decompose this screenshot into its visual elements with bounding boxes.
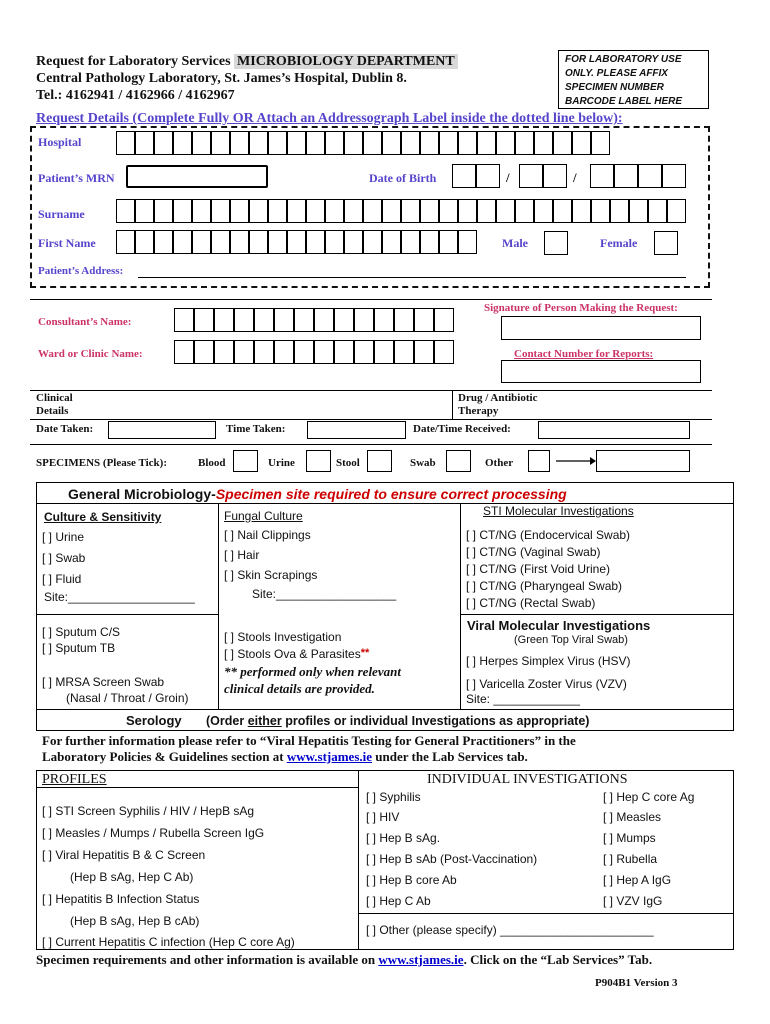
dob-year-input[interactable]	[590, 164, 686, 188]
mrn-input[interactable]	[126, 165, 268, 188]
individual-option[interactable]: [ ] Mumps	[603, 831, 656, 845]
stools-ova-option[interactable]	[224, 647, 369, 661]
date-taken-input[interactable]	[108, 421, 216, 439]
specimen-swab-checkbox[interactable]	[446, 450, 471, 472]
arrow-right-icon	[556, 455, 596, 467]
fungal-header: Fungal Culture	[224, 509, 303, 523]
hospital-input[interactable]	[116, 131, 610, 155]
individual-header: INDIVIDUAL INVESTIGATIONS	[427, 772, 628, 787]
divider	[358, 770, 359, 950]
performed-note: clinical details are provided.	[224, 681, 375, 696]
footer-note	[36, 952, 652, 968]
note-part: profiles or individual Investigations as appropriate)	[281, 714, 590, 728]
lab-use-line: FOR LABORATORY USE	[565, 54, 682, 65]
sti-option[interactable]: [ ] CT/NG (Rectal Swab)	[466, 596, 596, 610]
signature-label: Signature of Person Making the Request:	[484, 302, 678, 314]
info-text: under the Lab Services tab.	[372, 749, 528, 764]
other-specify-field[interactable]: [ ] Other (please specify) _______________________	[366, 923, 654, 937]
profile-option[interactable]: [ ] Viral Hepatitis B & C Screen	[42, 848, 206, 862]
footer-stjames-link[interactable]: www.stjames.ie	[378, 952, 464, 967]
hepatitis-info-line1: For further information please refer to “Viral Hepatitis Testing for General Practitioners” in the	[42, 733, 576, 748]
vzv-option[interactable]: [ ] Varicella Zoster Virus (VZV)	[466, 677, 627, 691]
specimen-stool-checkbox[interactable]	[367, 450, 392, 472]
performed-note: ** performed only when relevant	[224, 664, 401, 679]
divider	[30, 419, 712, 420]
dob-day-input[interactable]	[452, 164, 500, 188]
general-micro-title	[68, 486, 567, 502]
department-label: MICROBIOLOGY DEPARTMENT	[234, 54, 458, 69]
stools-investigation-option[interactable]: [ ] Stools Investigation	[224, 630, 342, 644]
male-checkbox[interactable]	[544, 231, 568, 255]
drug-therapy-label	[458, 392, 537, 418]
individual-option[interactable]: [ ] HIV	[366, 810, 400, 824]
signature-input[interactable]	[501, 316, 701, 340]
consultant-input[interactable]	[174, 308, 452, 332]
received-input[interactable]	[538, 421, 690, 439]
divider	[218, 503, 219, 710]
note-either: either	[247, 714, 282, 728]
specimen-blood-checkbox[interactable]	[233, 450, 258, 472]
hepatitis-info-line2	[42, 749, 528, 765]
profile-option[interactable]: [ ] Hepatitis B Infection Status	[42, 892, 200, 906]
specimen-blood-label: Blood	[198, 457, 226, 469]
profile-option[interactable]: [ ] Measles / Mumps / Rubella Screen IgG	[42, 826, 265, 840]
profile-detail: (Hep B sAg, Hep B cAb)	[70, 914, 200, 928]
stools-ova-label: [ ] Stools Ova & Parasites	[224, 647, 361, 661]
clinical-label-line: Details	[36, 405, 69, 417]
form-title: Request for Laboratory Services MICROBIOLOGY DEPARTMENT	[36, 54, 458, 70]
date-taken-label: Date Taken:	[36, 423, 94, 435]
mrsa-sites: (Nasal / Throat / Groin)	[66, 691, 189, 705]
lab-address: Central Pathology Laboratory, St. James’s Hospital, Dublin 8.	[36, 71, 407, 86]
general-micro-heading: General Microbiology-	[68, 486, 216, 502]
hospital-label: Hospital	[38, 135, 82, 149]
specimen-other-input[interactable]	[596, 450, 690, 472]
hsv-option[interactable]: [ ] Herpes Simplex Virus (HSV)	[466, 654, 631, 668]
fungal-hair-option[interactable]: [ ] Hair	[224, 548, 260, 562]
time-taken-input[interactable]	[307, 421, 406, 439]
individual-option[interactable]: [ ] VZV IgG	[603, 894, 663, 908]
ward-label: Ward or Clinic Name:	[38, 348, 143, 360]
profile-option[interactable]: [ ] STI Screen Syphilis / HIV / HepB sAg	[42, 804, 255, 818]
sti-option[interactable]: [ ] CT/NG (Pharyngeal Swab)	[466, 579, 623, 593]
first-name-input[interactable]	[116, 230, 477, 254]
clinical-details-input[interactable]	[80, 392, 450, 418]
divider	[30, 299, 712, 300]
clinical-label-line: Clinical	[36, 392, 73, 404]
clinical-details-label	[36, 392, 73, 418]
fungal-site-field[interactable]: Site:__________________	[252, 587, 397, 601]
specimens-label: SPECIMENS (Please Tick):	[36, 457, 167, 469]
specimen-other-label: Other	[485, 457, 514, 469]
divider	[358, 913, 734, 914]
lab-use-line: BARCODE LABEL HERE	[565, 96, 683, 107]
specimen-urine-label: Urine	[268, 457, 295, 469]
sti-option[interactable]: [ ] CT/NG (First Void Urine)	[466, 562, 611, 576]
footer-text: Specimen requirements and other information is available on	[36, 952, 379, 967]
divider	[30, 390, 712, 391]
individual-option[interactable]: [ ] Hep B sAb (Post-Vaccination)	[366, 852, 538, 866]
specimen-other-checkbox[interactable]	[528, 450, 550, 472]
time-taken-label: Time Taken:	[226, 423, 286, 435]
first-name-label: First Name	[38, 236, 96, 250]
drug-label-line: Therapy	[458, 405, 499, 417]
divider	[36, 614, 219, 615]
dob-separator: /	[506, 170, 510, 185]
individual-option[interactable]: [ ] Syphilis	[366, 790, 421, 804]
site-warning: Specimen site required to ensure correct processing	[215, 486, 567, 502]
sti-header: STI Molecular Investigations	[483, 504, 634, 518]
sti-option[interactable]: [ ] CT/NG (Endocervical Swab)	[466, 528, 631, 542]
note-part: (Order	[206, 714, 248, 728]
female-checkbox[interactable]	[654, 231, 678, 255]
individual-option[interactable]: [ ] Hep C Ab	[366, 894, 431, 908]
specimen-stool-label: Stool	[336, 457, 360, 469]
contact-label: Contact Number for Reports:	[514, 348, 654, 360]
footer-text: . Click on the “Lab Services” Tab.	[463, 952, 653, 967]
individual-option[interactable]: [ ] Hep C core Ag	[603, 790, 695, 804]
dob-label: Date of Birth	[369, 171, 437, 185]
specimen-urine-checkbox[interactable]	[306, 450, 331, 472]
individual-option[interactable]: [ ] Hep B sAg.	[366, 831, 441, 845]
consultant-label: Consultant’s Name:	[38, 316, 132, 328]
stjames-link[interactable]: www.stjames.ie	[286, 749, 373, 764]
divider	[452, 390, 453, 420]
address-label: Patient’s Address:	[38, 265, 124, 277]
lab-use-line: ONLY. PLEASE AFFIX	[565, 68, 668, 79]
fungal-nail-option[interactable]: [ ] Nail Clippings	[224, 528, 311, 542]
ward-input[interactable]	[174, 340, 452, 364]
culture-fluid-option[interactable]: [ ] Fluid	[42, 572, 82, 586]
received-label: Date/Time Received:	[413, 423, 511, 435]
individual-option[interactable]: [ ] Hep A IgG	[603, 873, 672, 887]
form-version: P904B1 Version 3	[595, 977, 678, 989]
divider	[460, 503, 461, 710]
request-details-title: Request Details (Complete Fully OR Attach an Addressograph Label inside the dotted line below):	[36, 111, 623, 126]
culture-header: Culture & Sensitivity	[44, 510, 162, 524]
lab-use-box	[558, 50, 709, 109]
fungal-skin-option[interactable]: [ ] Skin Scrapings	[224, 568, 318, 582]
female-label: Female	[600, 236, 638, 250]
culture-site-field[interactable]: Site:___________________	[44, 590, 195, 604]
surname-label: Surname	[38, 207, 85, 221]
profile-detail: (Hep B sAg, Hep C Ab)	[70, 870, 194, 884]
viral-header: Viral Molecular Investigations	[467, 618, 651, 633]
individual-option[interactable]: [ ] Measles	[603, 810, 662, 824]
address-input-line[interactable]	[138, 277, 686, 278]
lab-telephone: Tel.: 4162941 / 4162966 / 4162967	[36, 88, 235, 103]
divider	[30, 444, 712, 445]
lab-use-line: SPECIMEN NUMBER	[565, 82, 664, 93]
contact-input[interactable]	[501, 360, 701, 383]
serology-note	[206, 714, 589, 728]
mrsa-option[interactable]: [ ] MRSA Screen Swab	[42, 675, 165, 689]
serology-title: Serology	[126, 713, 182, 728]
profiles-header: PROFILES	[42, 772, 107, 787]
individual-option[interactable]: [ ] Rubella	[603, 852, 658, 866]
divider	[460, 614, 734, 615]
sputum-tb-option[interactable]: [ ] Sputum TB	[42, 641, 116, 655]
info-text: Laboratory Policies & Guidelines section at	[42, 749, 287, 764]
culture-urine-option[interactable]: [ ] Urine	[42, 530, 85, 544]
culture-swab-option[interactable]: [ ] Swab	[42, 551, 86, 565]
sti-option[interactable]: [ ] CT/NG (Vaginal Swab)	[466, 545, 601, 559]
dob-month-input[interactable]	[519, 164, 567, 188]
viral-site-field[interactable]: Site: _____________	[466, 692, 581, 706]
profile-option[interactable]: [ ] Current Hepatitis C infection (Hep C core Ag)	[42, 935, 295, 949]
viral-subheader: (Green Top Viral Swab)	[514, 634, 628, 646]
sputum-cs-option[interactable]: [ ] Sputum C/S	[42, 625, 121, 639]
mrn-label: Patient’s MRN	[38, 171, 115, 185]
specimen-swab-label: Swab	[410, 457, 436, 469]
male-label: Male	[502, 236, 528, 250]
drug-label-line: Drug / Antibiotic	[458, 392, 538, 404]
surname-input[interactable]	[116, 199, 686, 223]
individual-option[interactable]: [ ] Hep B core Ab	[366, 873, 457, 887]
stars-mark: **	[360, 647, 370, 659]
dob-separator: /	[573, 170, 577, 185]
